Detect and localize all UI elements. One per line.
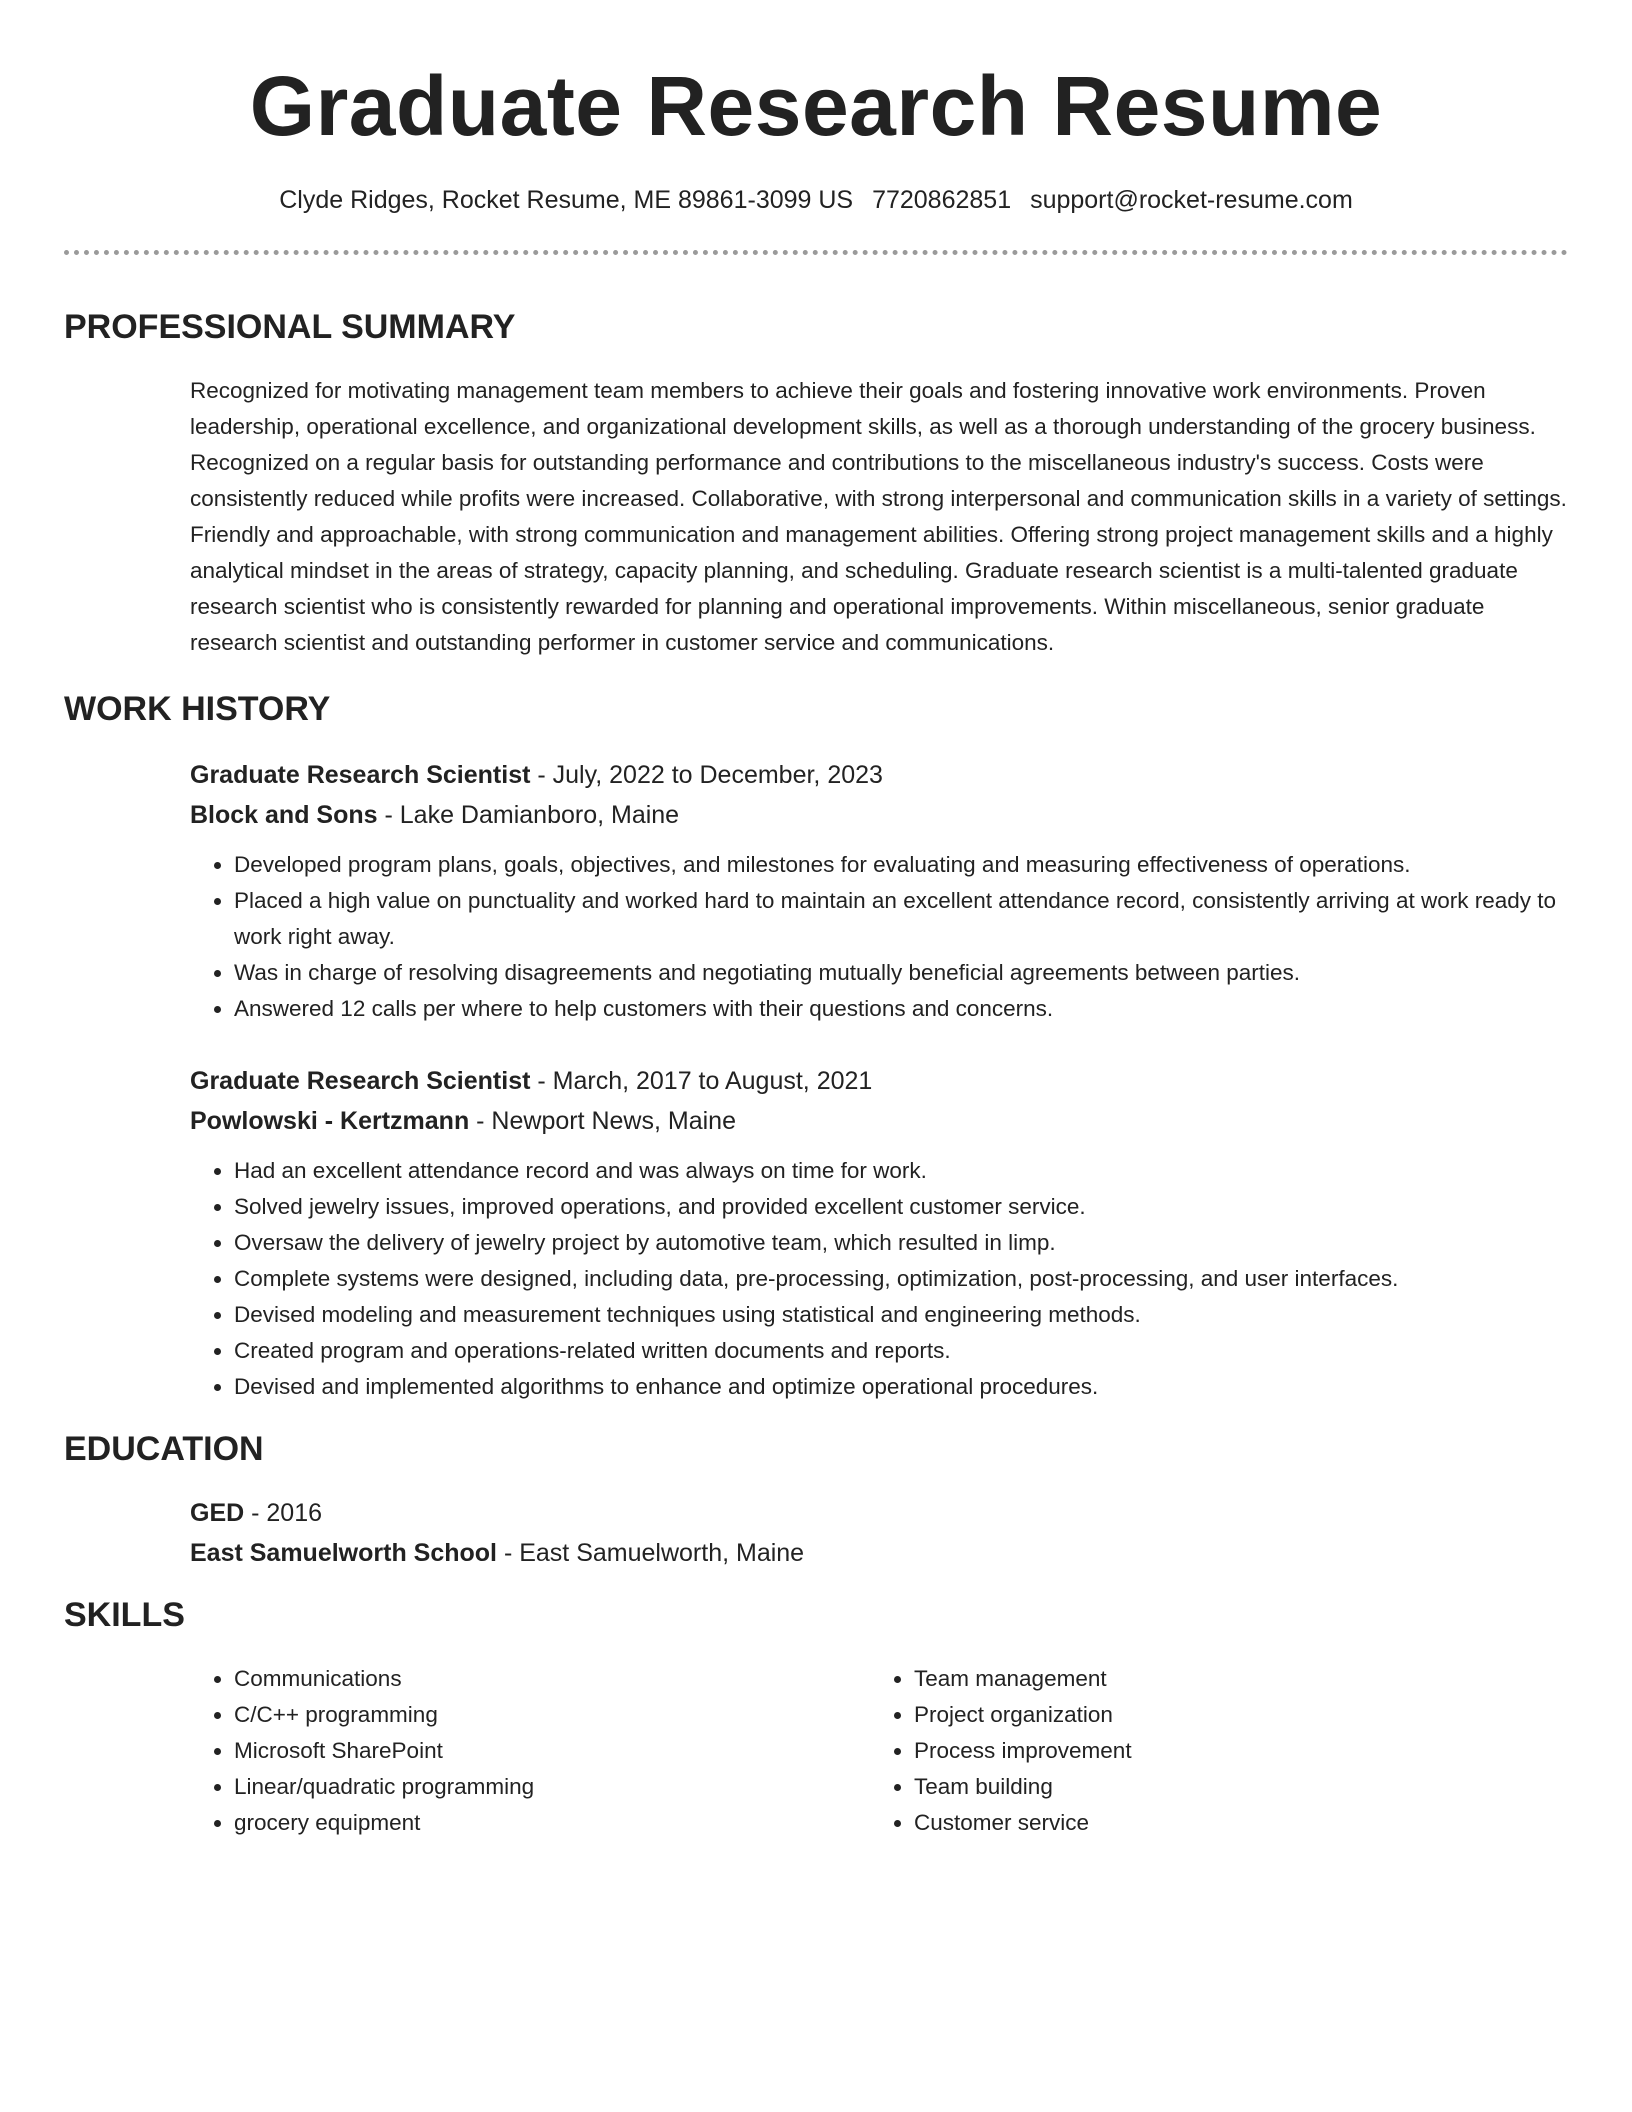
job-location: - Lake Damianboro, Maine: [377, 801, 680, 829]
contact-email: support@rocket-resume.com: [1030, 186, 1353, 214]
education-entry: [190, 1493, 1568, 1573]
header-divider: [64, 250, 1568, 255]
job-role: Graduate Research Scientist: [190, 1067, 531, 1095]
job-company: Block and Sons: [190, 801, 378, 829]
job-bullets: [190, 1153, 1568, 1405]
education-school-line: [190, 1533, 1568, 1573]
job-bullet: • Was in charge of resolving disagreements and negotiating mutually beneficial agreements between parties.: [234, 955, 1568, 991]
skills-list: [190, 1661, 1568, 1841]
job-bullet: • Had an excellent attendance record and was always on time for work.: [234, 1153, 1568, 1189]
job-role: Graduate Research Scientist: [190, 761, 531, 789]
skill-item: • Project organization: [914, 1697, 1550, 1733]
skill-item: • Team building: [914, 1769, 1550, 1805]
job-title-line: [190, 755, 1568, 795]
job-location: - Newport News, Maine: [469, 1107, 736, 1135]
skill-item: • grocery equipment: [234, 1805, 870, 1841]
contact-address: Clyde Ridges, Rocket Resume, ME 89861-3099 US: [279, 186, 854, 214]
education-school: East Samuelworth School: [190, 1539, 498, 1567]
job-company-line: [190, 1101, 1568, 1141]
summary-text: Recognized for motivating management team members to achieve their goals and fostering innovative work environments. Proven leadership, operational excellence, and organizational development skills, as well as a thorough understanding of the grocery business. Recognized on a regular basis for outstanding performance and contributions to the miscellaneous industry's success. Costs were consistently reduced while profits were increased. Collaborative, with strong interpersonal and communication skills in a variety of settings. Friendly and approachable, with strong communication and management abilities. Offering strong project management skills and a highly analytical mindset in the areas of strategy, capacity planning, and scheduling. Graduate research scientist is a multi-talented graduate research scientist who is consistently rewarded for planning and operational improvements. Within miscellaneous, senior graduate research scientist and outstanding performer in customer service and communications.: [190, 378, 1567, 655]
skill-item: • C/C++ programming: [234, 1697, 870, 1733]
job-bullet: • Placed a high value on punctuality and worked hard to maintain an excellent attendance record, consistently arriving at work ready to work right away.: [234, 883, 1568, 955]
contact-info: [64, 184, 1568, 216]
skill-item: • Microsoft SharePoint: [234, 1733, 870, 1769]
education-degree-line: [190, 1493, 1568, 1533]
skill-item: • Process improvement: [914, 1733, 1550, 1769]
job-bullets: [190, 847, 1568, 1027]
job-dates: - July, 2022 to December, 2023: [530, 761, 883, 789]
job-entry: [190, 755, 1568, 1027]
job-company-line: [190, 795, 1568, 835]
job-title-line: [190, 1061, 1568, 1101]
skill-item: • Team management: [914, 1661, 1550, 1697]
skills-column-right: [870, 1661, 1550, 1841]
education-year: - 2016: [244, 1499, 323, 1527]
education-location: - East Samuelworth, Maine: [497, 1539, 805, 1567]
job-bullet: • Answered 12 calls per where to help customers with their questions and concerns.: [234, 991, 1568, 1027]
skill-item: • Communications: [234, 1661, 870, 1697]
skill-item: • Customer service: [914, 1805, 1550, 1841]
job-entry: [190, 1061, 1568, 1405]
job-bullet: • Devised modeling and measurement techniques using statistical and engineering methods.: [234, 1297, 1568, 1333]
job-bullet: • Complete systems were designed, including data, pre-processing, optimization, post-processing, and user interfaces.: [234, 1261, 1568, 1297]
job-bullet: • Devised and implemented algorithms to enhance and optimize operational procedures.: [234, 1369, 1568, 1405]
job-bullet: • Oversaw the delivery of jewelry project by automotive team, which resulted in limp.: [234, 1225, 1568, 1261]
job-company: Powlowski - Kertzmann: [190, 1107, 470, 1135]
job-bullet: • Created program and operations-related written documents and reports.: [234, 1333, 1568, 1369]
skill-item: • Linear/quadratic programming: [234, 1769, 870, 1805]
resume-title: Graduate Research Resume: [249, 59, 1383, 153]
job-bullet: • Solved jewelry issues, improved operations, and provided excellent customer service.: [234, 1189, 1568, 1225]
section-title-summary: PROFESSIONAL SUMMARY: [64, 308, 516, 346]
contact-phone: 7720862851: [872, 186, 1012, 214]
job-bullet: • Developed program plans, goals, objectives, and milestones for evaluating and measuring effectiveness of operations.: [234, 847, 1568, 883]
section-title-work-history: WORK HISTORY: [64, 690, 331, 728]
skills-column-left: [190, 1661, 870, 1841]
job-dates: - March, 2017 to August, 2021: [530, 1067, 873, 1095]
education-degree: GED: [190, 1499, 245, 1527]
section-title-skills: SKILLS: [64, 1596, 185, 1634]
section-title-education: EDUCATION: [64, 1430, 264, 1468]
